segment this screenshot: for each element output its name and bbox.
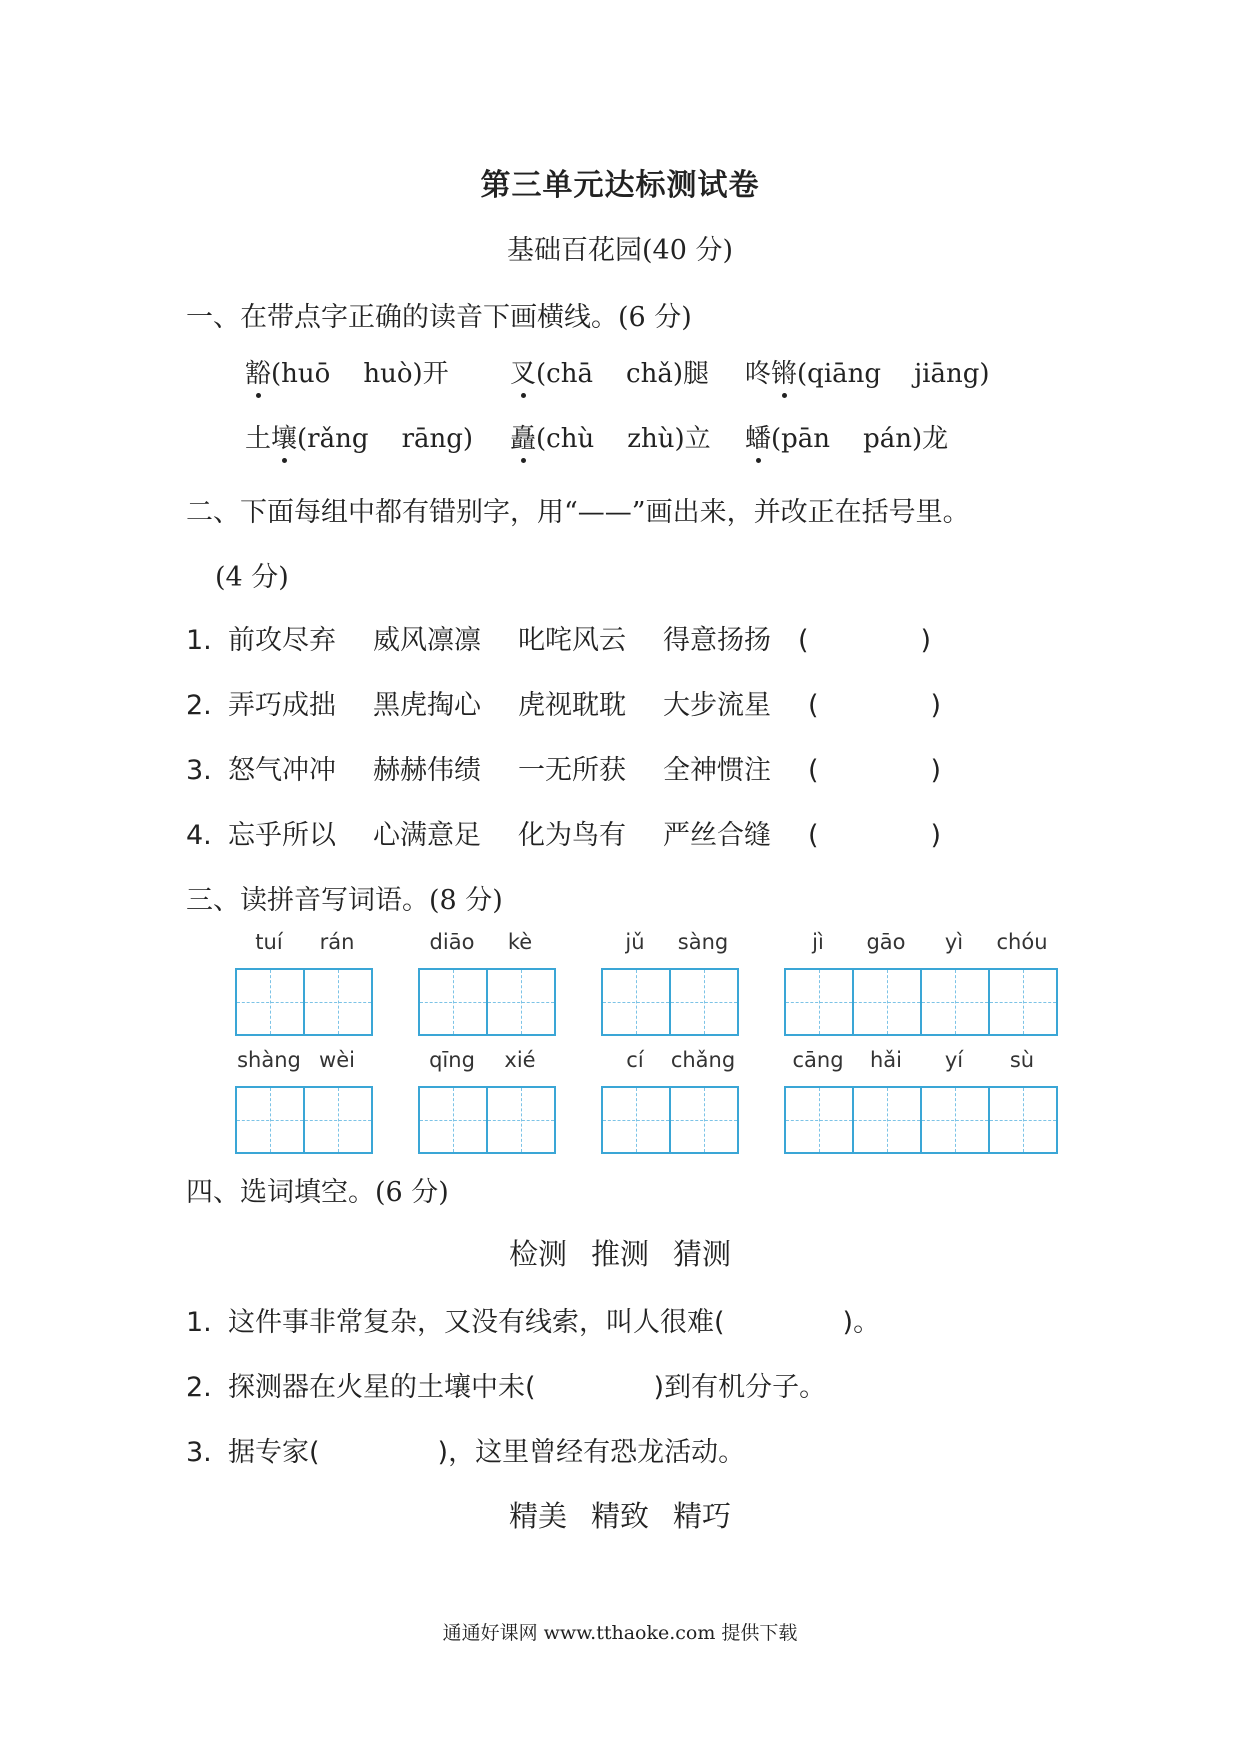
sentence-item: 3. 据专家( )，这里曾经有恐龙活动。 (186, 1437, 746, 1468)
writing-box[interactable] (854, 1088, 922, 1152)
dotted-char: 壤 (271, 418, 297, 455)
writing-box[interactable] (603, 970, 671, 1034)
section4-heading: 四、选词填空。(6 分) (186, 1177, 449, 1208)
pinyin-item: 矗(chù zhù)立 (510, 418, 711, 455)
writing-box[interactable] (488, 970, 556, 1034)
section1-heading: 一、在带点字正确的读音下画横线。(6 分) (186, 302, 692, 333)
dotted-char: 蟠 (745, 418, 771, 455)
pinyin-item: 咚锵(qiāng jiāng) (745, 353, 990, 390)
answer-blank[interactable]: ( ) (808, 690, 942, 721)
list-item: 3. 怒气冲冲 赫赫伟绩 一无所获 全神惯注 ( ) (186, 755, 942, 786)
dotted-char: 叉 (510, 353, 536, 390)
section2-heading: 二、下面每组中都有错别字，用“——”画出来，并改正在括号里。 (186, 497, 970, 528)
sentence-item: 2. 探测器在火星的土壤中未( )到有机分子。 (186, 1372, 827, 1403)
writing-box[interactable] (420, 970, 488, 1034)
list-item: 2. 弄巧成拙 黑虎掏心 虎视耽耽 大步流星 ( ) (186, 690, 942, 721)
pinyin-item: 蟠(pān pán)龙 (745, 418, 948, 455)
dotted-char: 矗 (510, 418, 536, 455)
writing-box[interactable] (786, 1088, 854, 1152)
writing-grid: cí chǎng (601, 1048, 739, 1154)
footer-credit: 通通好课网 www.tthaoke.com 提供下载 (442, 1622, 798, 1644)
choice-word: 推测 (590, 1237, 649, 1271)
writing-box[interactable] (305, 970, 373, 1034)
sentence-item: 1. 这件事非常复杂，又没有线索，叫人很难( )。 (186, 1307, 881, 1338)
writing-box[interactable] (922, 970, 990, 1034)
pinyin-item: 土壤(rǎng rāng) (245, 418, 473, 455)
writing-grid: cāng hǎi yí sù (784, 1048, 1058, 1154)
writing-box[interactable] (990, 1088, 1058, 1152)
list-item: 1. 前攻尽弃 威风凛凛 叱咤风云 得意扬扬 ( ) (186, 625, 932, 656)
section3-heading: 三、读拼音写词语。(8 分) (186, 885, 503, 916)
writing-grid: tuí rán (235, 930, 373, 1036)
writing-box[interactable] (786, 970, 854, 1034)
word-choices (0, 1232, 1240, 1273)
writing-box[interactable] (990, 970, 1058, 1034)
writing-box[interactable] (420, 1088, 488, 1152)
writing-box[interactable] (671, 970, 739, 1034)
section2-score: (4 分) (215, 562, 289, 593)
page-title: 第三单元达标测试卷 (480, 168, 760, 203)
writing-box[interactable] (488, 1088, 556, 1152)
list-item: 4. 忘乎所以 心满意足 化为鸟有 严丝合缝 ( ) (186, 820, 942, 851)
writing-grid: diāo kè (418, 930, 556, 1036)
answer-blank[interactable]: ( ) (808, 755, 942, 786)
dotted-char: 锵 (771, 353, 797, 390)
pinyin-item: 叉(chā chǎ)腿 (510, 353, 709, 390)
choice-word: 检测 (508, 1237, 567, 1271)
writing-box[interactable] (305, 1088, 373, 1152)
writing-grid: shàng wèi (235, 1048, 373, 1154)
choice-word: 猜测 (673, 1237, 732, 1271)
writing-grid: qīng xié (418, 1048, 556, 1154)
writing-box[interactable] (237, 1088, 305, 1152)
choice-word: 精巧 (673, 1499, 732, 1533)
dotted-char: 豁 (245, 353, 271, 390)
writing-box[interactable] (671, 1088, 739, 1152)
choice-word: 精致 (590, 1499, 649, 1533)
writing-box[interactable] (603, 1088, 671, 1152)
word-choices (0, 1494, 1240, 1535)
writing-box[interactable] (854, 970, 922, 1034)
writing-box[interactable] (237, 970, 305, 1034)
answer-blank[interactable]: ( ) (808, 820, 942, 851)
choice-word: 精美 (508, 1499, 567, 1533)
writing-grid: jì gāo yì chóu (784, 930, 1058, 1036)
writing-box[interactable] (922, 1088, 990, 1152)
section-subtitle: 基础百花园(40 分) (506, 235, 733, 266)
pinyin-item: 豁(huō huò)开 (245, 353, 449, 390)
writing-grid: jǔ sàng (601, 930, 739, 1036)
answer-blank[interactable]: ( ) (798, 625, 932, 656)
